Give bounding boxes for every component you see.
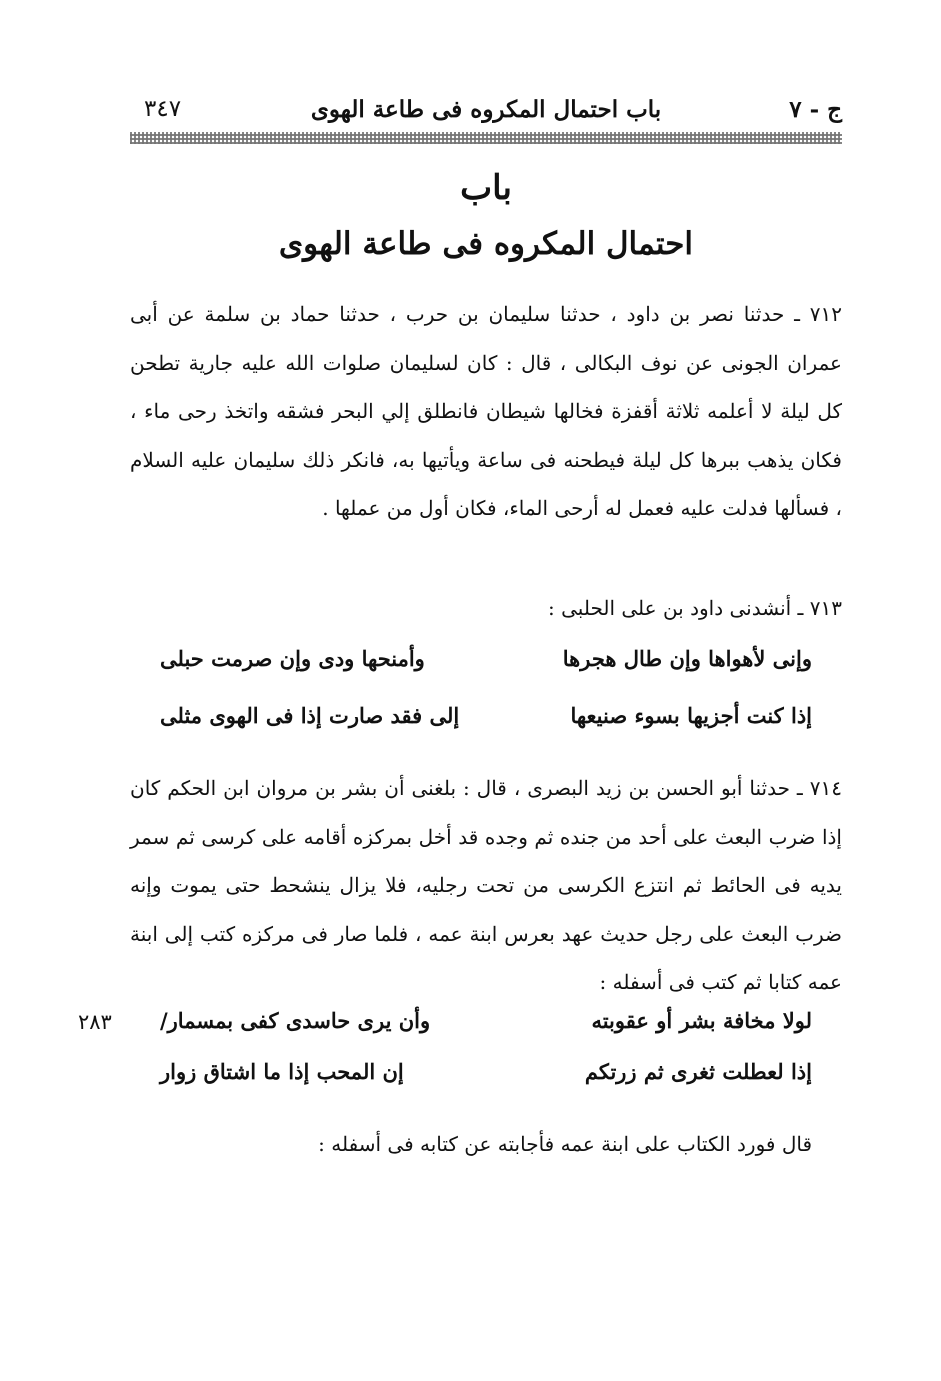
paragraph-713: ٧١٣ ـ أنشدنى داود بن على الحلبى : (548, 596, 842, 620)
page-number: ٣٤٧ (144, 96, 182, 122)
verse-hemistich-first: لولا مخافة بشر أو عقوبته (591, 1008, 812, 1033)
verse-hemistich-first: إذا كنت أجزيها بسوء صنيعها (570, 703, 812, 728)
verse-line (160, 1059, 812, 1099)
verse-hemistich-second: إلى فقد صارت إذا فى الهوى مثلى (160, 703, 460, 728)
verse-hemistich-second: إن المحب إذا ما اشتاق زوار (160, 1059, 404, 1084)
volume-label: ج - ٧ (789, 96, 842, 123)
chapter-heading: باب (460, 168, 512, 208)
verse-line (160, 646, 812, 686)
verse-line (160, 1008, 812, 1048)
running-title: باب احتمال المكروه فى طاعة الهوى (310, 96, 662, 123)
verse-hemistich-second: وأمنحها ودى وإن صرمت حبلى (160, 646, 425, 671)
verse-hemistich-first: وإنى لأهواها وإن طال هجرها (562, 646, 812, 671)
paragraph-closing: قال فورد الكتاب على ابنة عمه فأجابته عن كتابه فى أسفله : (318, 1132, 812, 1156)
paragraph-712: ٧١٢ ـ حدثنا نصر بن داود ، حدثنا سليمان بن حرب ، حدثنا حماد بن سلمة عن أبى عمران الجونى عن نوف البكالى ، قال : كان لسليمان صلوات الله عليه جارية تطحن كل ليلة لا أعلمه ثلاثة أقفزة فخالها شيطان فانطلق إلي البحر فشقه واتخذ رحى ماء ، فكان يذهب ببرها كل ليلة فيطحنه فى ساعة ويأتيها به، فانكر ذلك سليمان عليه السلام ، فسألها فدلت عليه فعمل له أرحى الماء، فكان أول من عملها . (130, 302, 842, 520)
header-divider (130, 132, 842, 144)
chapter-title: احتمال المكروه فى طاعة الهوى (278, 226, 694, 262)
verse-hemistich-second: وأن يرى حاسدى كفى بمسمار/ (160, 1008, 431, 1033)
verse-hemistich-first: إذا لعطلت ثغرى ثم زرتكم (584, 1059, 812, 1084)
paragraph-714: ٧١٤ ـ حدثنا أبو الحسن بن زيد البصرى ، قال : بلغنى أن بشر بن مروان ابن الحكم كان إذا ضرب البعث على أحد من جنده ثم وجده قد أخل بمركزه أقامه على كرسى ثم سمر يديه فى الحائط ثم انتزع الكرسى من تحت رجليه، فلا يزال ينشحط حتى يموت وإنه ضرب البعث على رجل حديث عهد بعرس ابنة عمه ، فلما صار فى مركزه كتب إلى ابنة عمه كتابا ثم كتب فى أسفله : (130, 776, 842, 994)
running-header (130, 96, 842, 132)
margin-reference-number: ٢٨٣ (78, 1010, 112, 1034)
verse-line (160, 703, 812, 743)
